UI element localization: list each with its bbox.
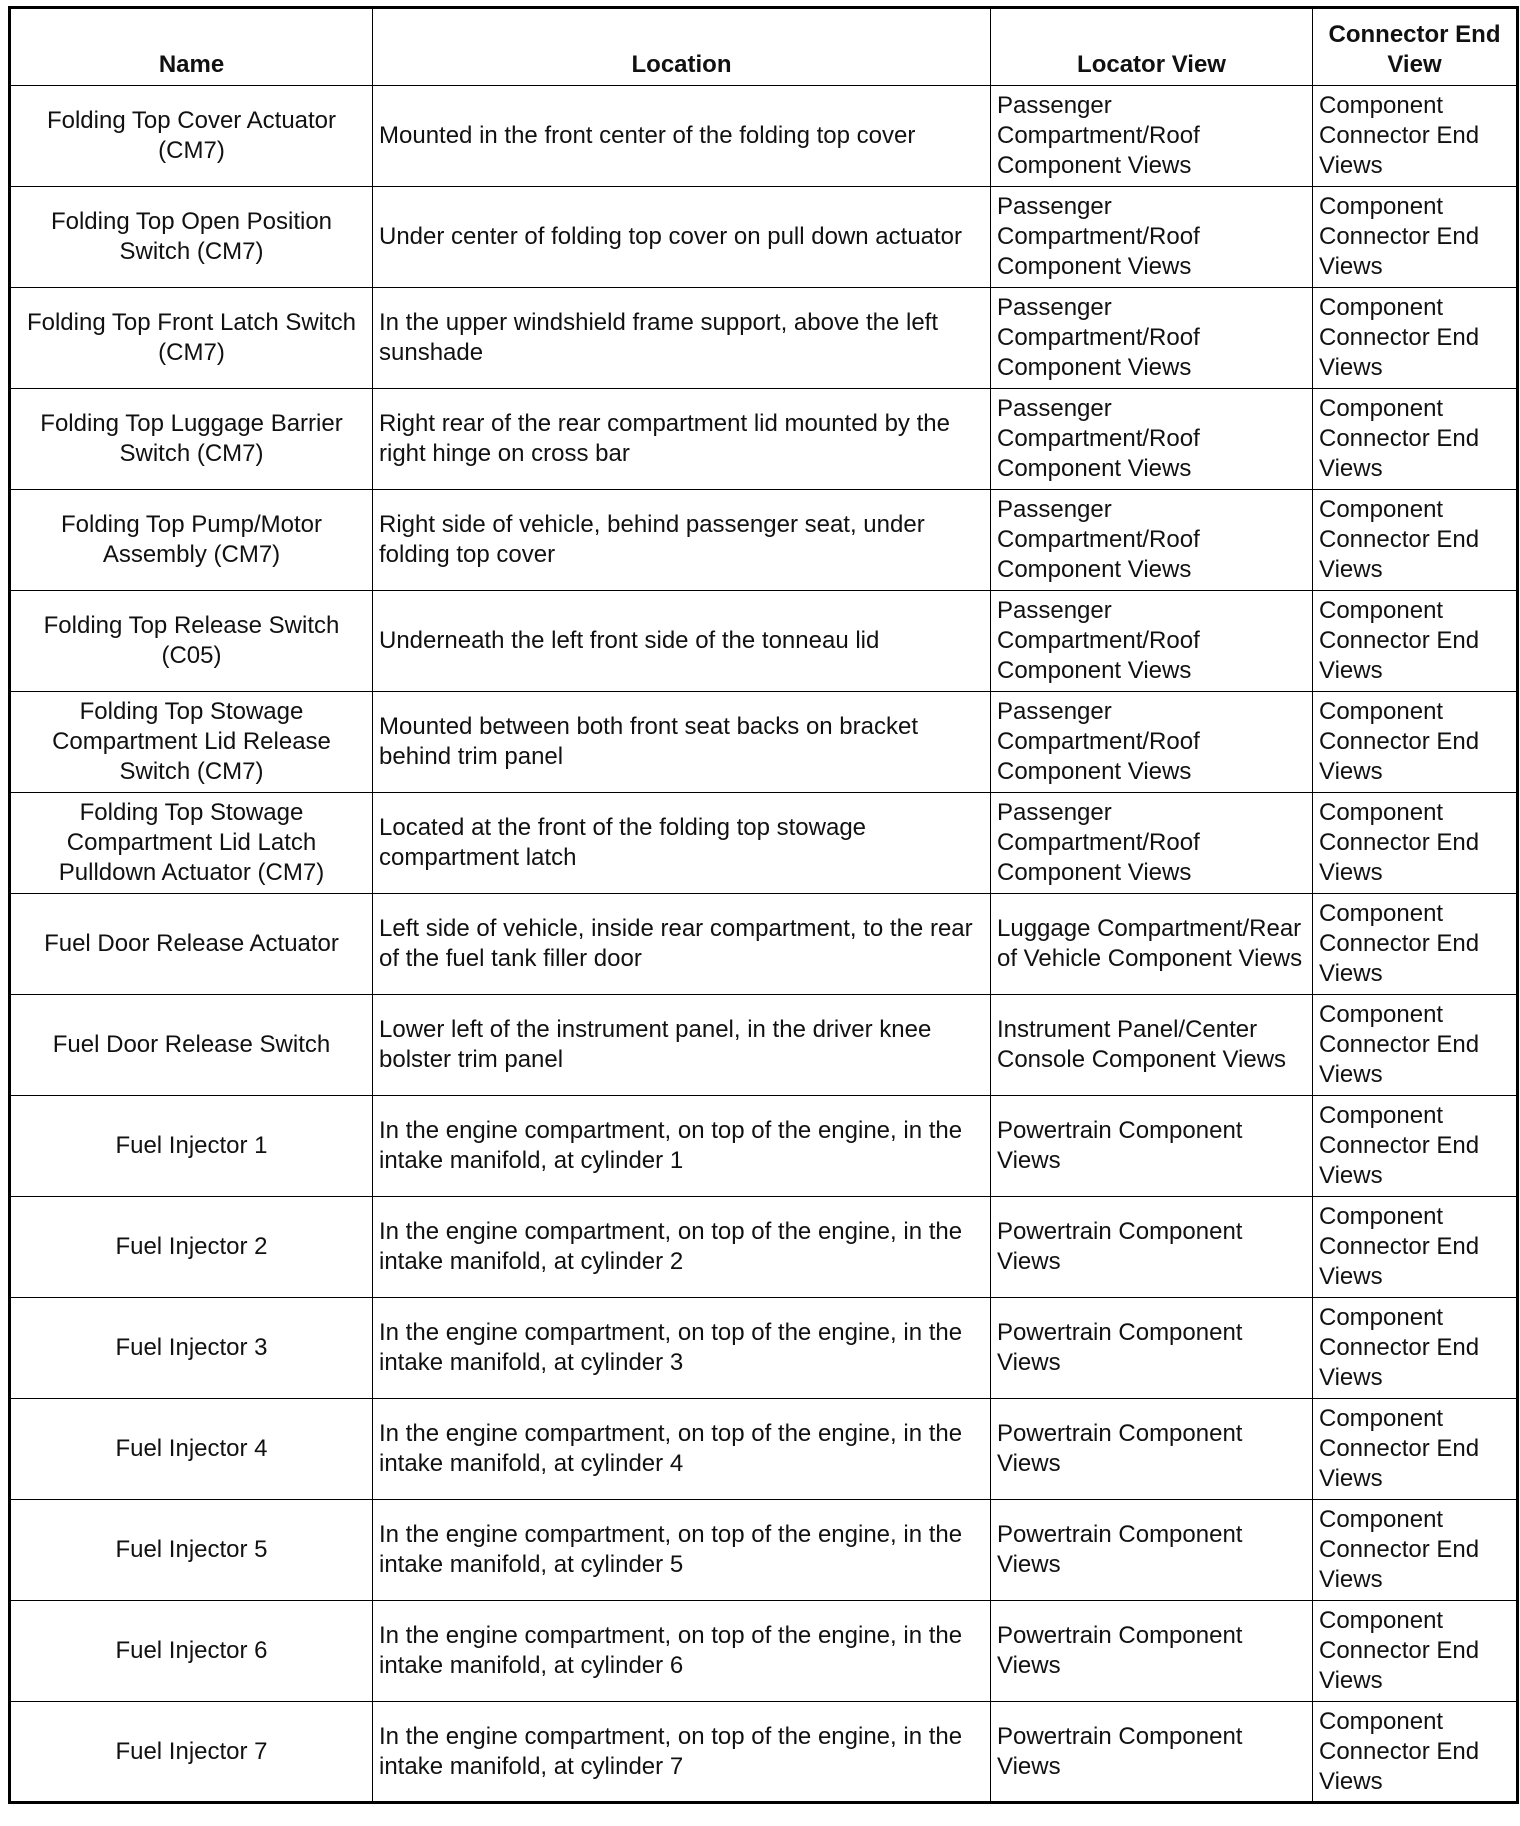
cell-locator-view: Passenger Compartment/Roof Component Views [991, 490, 1313, 591]
cell-connector-end-view: Component Connector End Views [1313, 288, 1518, 389]
component-locator-table [8, 6, 1519, 1804]
cell-name: Fuel Injector 7 [10, 1702, 373, 1803]
cell-connector-end-view: Component Connector End Views [1313, 389, 1518, 490]
cell-location: Right side of vehicle, behind passenger seat, under folding top cover [373, 490, 991, 591]
table-row [10, 86, 1518, 187]
cell-connector-end-view: Component Connector End Views [1313, 1399, 1518, 1500]
table-row [10, 692, 1518, 793]
cell-connector-end-view: Component Connector End Views [1313, 1298, 1518, 1399]
cell-location: In the upper windshield frame support, above the left sunshade [373, 288, 991, 389]
header-locator-view: Locator View [991, 8, 1313, 86]
cell-location: Right rear of the rear compartment lid mounted by the right hinge on cross bar [373, 389, 991, 490]
table-row [10, 995, 1518, 1096]
cell-locator-view: Powertrain Component Views [991, 1096, 1313, 1197]
cell-locator-view: Powertrain Component Views [991, 1500, 1313, 1601]
table-row [10, 288, 1518, 389]
cell-location: Under center of folding top cover on pull down actuator [373, 187, 991, 288]
cell-name: Fuel Injector 2 [10, 1197, 373, 1298]
cell-locator-view: Passenger Compartment/Roof Component Views [991, 692, 1313, 793]
table-row [10, 1500, 1518, 1601]
cell-connector-end-view: Component Connector End Views [1313, 793, 1518, 894]
header-name: Name [10, 8, 373, 86]
cell-connector-end-view: Component Connector End Views [1313, 1197, 1518, 1298]
cell-locator-view: Passenger Compartment/Roof Component Views [991, 389, 1313, 490]
cell-location: Mounted between both front seat backs on bracket behind trim panel [373, 692, 991, 793]
cell-location: In the engine compartment, on top of the engine, in the intake manifold, at cylinder 2 [373, 1197, 991, 1298]
table-row [10, 591, 1518, 692]
cell-connector-end-view: Component Connector End Views [1313, 1601, 1518, 1702]
cell-locator-view: Passenger Compartment/Roof Component Views [991, 591, 1313, 692]
cell-location: In the engine compartment, on top of the engine, in the intake manifold, at cylinder 4 [373, 1399, 991, 1500]
cell-name: Folding Top Front Latch Switch (CM7) [10, 288, 373, 389]
table-row [10, 1399, 1518, 1500]
table-row [10, 389, 1518, 490]
cell-locator-view: Powertrain Component Views [991, 1601, 1313, 1702]
cell-location: In the engine compartment, on top of the engine, in the intake manifold, at cylinder 7 [373, 1702, 991, 1803]
cell-name: Fuel Injector 3 [10, 1298, 373, 1399]
cell-location: Mounted in the front center of the folding top cover [373, 86, 991, 187]
cell-connector-end-view: Component Connector End Views [1313, 490, 1518, 591]
cell-locator-view: Passenger Compartment/Roof Component Views [991, 86, 1313, 187]
cell-locator-view: Powertrain Component Views [991, 1298, 1313, 1399]
cell-name: Fuel Injector 1 [10, 1096, 373, 1197]
table-body [10, 86, 1518, 1803]
cell-locator-view: Passenger Compartment/Roof Component Views [991, 187, 1313, 288]
header-row [10, 8, 1518, 86]
table-header [10, 8, 1518, 86]
cell-location: Left side of vehicle, inside rear compartment, to the rear of the fuel tank filler door [373, 894, 991, 995]
cell-location: Located at the front of the folding top stowage compartment latch [373, 793, 991, 894]
table-row [10, 1702, 1518, 1803]
cell-name: Fuel Door Release Switch [10, 995, 373, 1096]
cell-connector-end-view: Component Connector End Views [1313, 1096, 1518, 1197]
table-row [10, 1298, 1518, 1399]
cell-location: In the engine compartment, on top of the engine, in the intake manifold, at cylinder 3 [373, 1298, 991, 1399]
cell-connector-end-view: Component Connector End Views [1313, 1702, 1518, 1803]
cell-connector-end-view: Component Connector End Views [1313, 692, 1518, 793]
cell-name: Fuel Injector 4 [10, 1399, 373, 1500]
cell-connector-end-view: Component Connector End Views [1313, 86, 1518, 187]
header-connector-end-view: Connector End View [1313, 8, 1518, 86]
cell-locator-view: Instrument Panel/Center Console Component Views [991, 995, 1313, 1096]
table-row [10, 187, 1518, 288]
cell-name: Fuel Injector 6 [10, 1601, 373, 1702]
cell-name: Folding Top Stowage Compartment Lid Latch Pulldown Actuator (CM7) [10, 793, 373, 894]
cell-connector-end-view: Component Connector End Views [1313, 1500, 1518, 1601]
cell-name: Fuel Injector 5 [10, 1500, 373, 1601]
cell-locator-view: Powertrain Component Views [991, 1399, 1313, 1500]
cell-name: Folding Top Open Position Switch (CM7) [10, 187, 373, 288]
cell-name: Folding Top Stowage Compartment Lid Release Switch (CM7) [10, 692, 373, 793]
header-location: Location [373, 8, 991, 86]
table-row [10, 894, 1518, 995]
cell-locator-view: Passenger Compartment/Roof Component Views [991, 288, 1313, 389]
cell-location: Lower left of the instrument panel, in the driver knee bolster trim panel [373, 995, 991, 1096]
cell-connector-end-view: Component Connector End Views [1313, 894, 1518, 995]
cell-locator-view: Powertrain Component Views [991, 1702, 1313, 1803]
table-row [10, 1601, 1518, 1702]
cell-location: In the engine compartment, on top of the engine, in the intake manifold, at cylinder 6 [373, 1601, 991, 1702]
cell-location: Underneath the left front side of the tonneau lid [373, 591, 991, 692]
table-row [10, 1096, 1518, 1197]
cell-connector-end-view: Component Connector End Views [1313, 187, 1518, 288]
cell-connector-end-view: Component Connector End Views [1313, 995, 1518, 1096]
cell-location: In the engine compartment, on top of the engine, in the intake manifold, at cylinder 5 [373, 1500, 991, 1601]
table-row [10, 1197, 1518, 1298]
table-row [10, 793, 1518, 894]
cell-connector-end-view: Component Connector End Views [1313, 591, 1518, 692]
cell-locator-view: Luggage Compartment/Rear of Vehicle Component Views [991, 894, 1313, 995]
cell-name: Folding Top Luggage Barrier Switch (CM7) [10, 389, 373, 490]
cell-locator-view: Powertrain Component Views [991, 1197, 1313, 1298]
table-row [10, 490, 1518, 591]
cell-locator-view: Passenger Compartment/Roof Component Views [991, 793, 1313, 894]
cell-location: In the engine compartment, on top of the engine, in the intake manifold, at cylinder 1 [373, 1096, 991, 1197]
cell-name: Folding Top Pump/Motor Assembly (CM7) [10, 490, 373, 591]
cell-name: Folding Top Cover Actuator (CM7) [10, 86, 373, 187]
cell-name: Fuel Door Release Actuator [10, 894, 373, 995]
cell-name: Folding Top Release Switch (C05) [10, 591, 373, 692]
